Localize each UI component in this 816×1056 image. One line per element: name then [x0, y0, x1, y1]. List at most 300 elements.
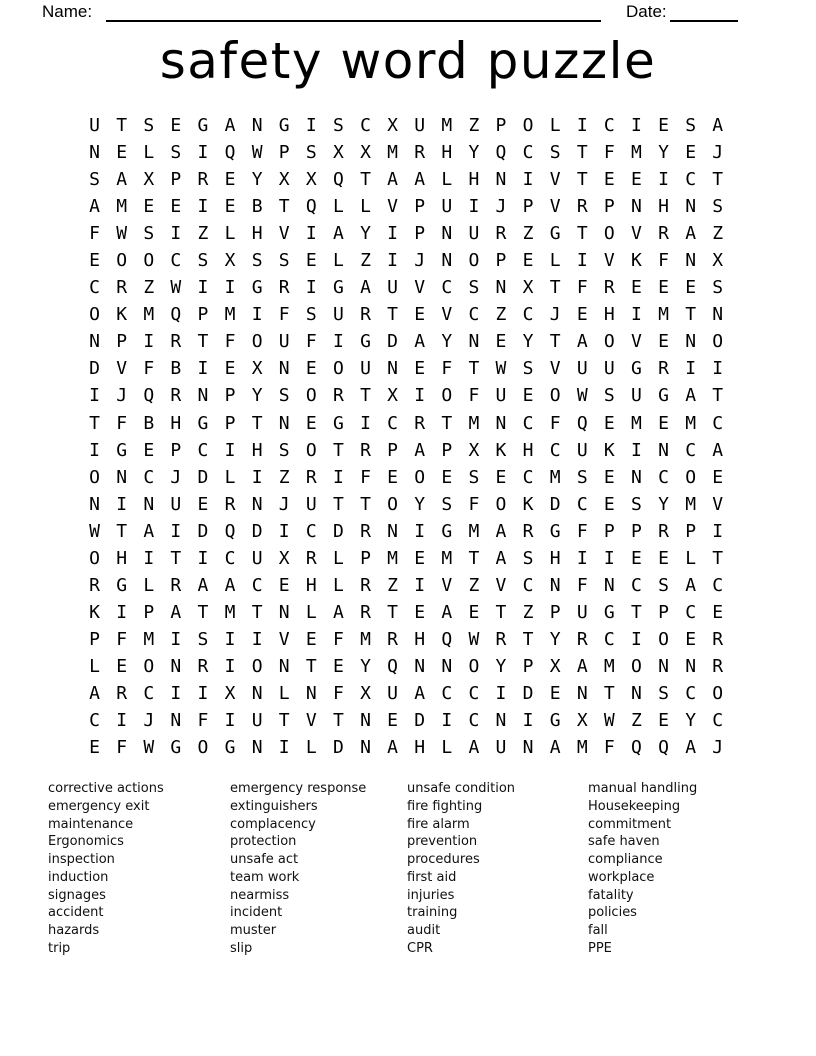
grid-letter: C: [631, 574, 642, 596]
grid-letter: N: [197, 385, 209, 407]
grid-letter: R: [576, 196, 588, 218]
grid-letter: A: [549, 737, 561, 759]
grid-letter: Q: [170, 304, 182, 326]
grid-letter: S: [278, 439, 290, 461]
grid-letter: Y: [360, 655, 371, 677]
grid-letter: I: [197, 142, 209, 164]
grid-letter: C: [522, 466, 534, 488]
word-item: trip: [48, 940, 71, 956]
grid-letter: A: [712, 439, 724, 461]
grid-letter: N: [712, 304, 724, 326]
grid-letter: E: [197, 493, 209, 515]
grid-letter: I: [143, 331, 155, 353]
grid-letter: A: [414, 169, 426, 191]
grid-letter: A: [685, 574, 697, 596]
grid-letter: C: [387, 412, 398, 434]
grid-letter: O: [603, 331, 615, 353]
grid-letter: P: [522, 196, 534, 218]
grid-letter: O: [468, 655, 480, 677]
grid-letter: K: [116, 304, 128, 326]
grid-letter: S: [143, 115, 155, 137]
grid-letter: L: [143, 574, 155, 596]
grid-letter: N: [658, 655, 669, 677]
grid-letter: R: [224, 493, 236, 515]
grid-letter: S: [685, 115, 697, 137]
grid-letter: V: [414, 277, 426, 299]
grid-letter: E: [685, 277, 697, 299]
grid-letter: O: [143, 250, 155, 272]
grid-letter: E: [116, 142, 128, 164]
grid-letter: J: [170, 466, 182, 488]
grid-letter: X: [224, 250, 236, 272]
grid-letter: N: [305, 683, 317, 704]
grid-letter: O: [658, 628, 669, 650]
grid-letter: S: [603, 385, 615, 407]
grid-letter: I: [631, 115, 642, 137]
grid-letter: C: [143, 466, 155, 488]
grid-letter: N: [631, 466, 642, 488]
grid-letter: E: [387, 466, 398, 488]
grid-letter: O: [522, 115, 534, 137]
grid-letter: P: [387, 439, 398, 461]
grid-letter: G: [549, 520, 561, 542]
grid-letter: A: [576, 655, 588, 677]
grid-letter: F: [576, 520, 588, 542]
word-item: compliance: [588, 852, 663, 867]
grid-letter: V: [305, 710, 317, 732]
grid-letter: N: [441, 655, 453, 677]
grid-letter: D: [251, 520, 263, 542]
grid-letter: J: [549, 304, 561, 326]
grid-letter: C: [522, 412, 534, 434]
grid-letter: I: [197, 196, 209, 218]
grid-letter: Y: [468, 142, 480, 164]
grid-letter: O: [712, 331, 724, 353]
grid-letter: X: [305, 169, 317, 191]
grid-letter: T: [468, 358, 480, 380]
grid-letter: T: [332, 493, 344, 515]
word-item: slip: [230, 940, 253, 956]
grid-letter: H: [251, 223, 263, 245]
grid-letter: Y: [251, 385, 263, 407]
grid-letter: X: [278, 547, 290, 569]
grid-letter: T: [170, 547, 182, 569]
grid-letter: S: [522, 547, 534, 569]
grid-letter: Q: [631, 737, 642, 759]
grid-letter: T: [278, 196, 290, 218]
grid-letter: O: [116, 250, 128, 272]
grid-letter: B: [251, 196, 263, 218]
grid-letter: N: [360, 710, 371, 732]
grid-letter: R: [360, 601, 371, 623]
grid-letter: N: [251, 115, 263, 137]
grid-letter: F: [116, 628, 128, 650]
grid-letter: N: [89, 493, 100, 515]
grid-letter: E: [170, 115, 182, 137]
grid-letter: U: [251, 547, 263, 569]
grid-letter: I: [712, 358, 724, 380]
grid-letter: Z: [522, 223, 534, 245]
grid-letter: O: [387, 493, 398, 515]
grid-letter: F: [116, 737, 128, 759]
grid-letter: N: [685, 655, 697, 677]
grid-letter: S: [658, 574, 669, 596]
grid-letter: E: [387, 710, 398, 732]
grid-letter: R: [387, 628, 398, 650]
grid-letter: S: [631, 493, 642, 515]
grid-letter: N: [495, 412, 507, 434]
grid-letter: C: [170, 250, 182, 272]
word-item: accident: [48, 905, 104, 921]
grid-letter: L: [441, 737, 453, 759]
grid-letter: S: [89, 169, 100, 191]
grid-letter: R: [170, 331, 182, 353]
grid-letter: X: [387, 115, 398, 137]
grid-letter: C: [603, 628, 615, 650]
grid-letter: E: [278, 574, 290, 596]
grid-letter: A: [414, 331, 426, 353]
grid-letter: K: [631, 250, 642, 272]
grid-letter: Y: [658, 142, 669, 164]
grid-letter: C: [712, 574, 724, 596]
grid-letter: N: [576, 683, 588, 704]
grid-letter: A: [332, 601, 344, 623]
grid-letter: S: [441, 493, 453, 515]
grid-letter: R: [495, 628, 507, 650]
grid-letter: G: [116, 574, 128, 596]
grid-letter: E: [658, 412, 669, 434]
date-blank-line: [670, 0, 738, 22]
word-item: Housekeeping: [588, 798, 681, 814]
grid-letter: A: [360, 277, 371, 299]
grid-letter: T: [89, 412, 100, 434]
grid-letter: H: [170, 412, 182, 434]
grid-letter: O: [712, 683, 724, 704]
grid-letter: L: [305, 601, 317, 623]
grid-letter: P: [631, 520, 642, 542]
grid-letter: L: [360, 196, 371, 218]
word-item: unsafe condition: [407, 781, 516, 796]
grid-letter: I: [305, 277, 317, 299]
grid-letter: A: [116, 169, 128, 191]
grid-letter: M: [143, 628, 155, 650]
grid-letter: R: [658, 223, 669, 245]
grid-letter: C: [685, 169, 697, 191]
grid-letter: G: [251, 277, 263, 299]
grid-letter: Z: [387, 574, 398, 596]
word-item: nearmiss: [230, 887, 290, 903]
grid-letter: X: [576, 710, 588, 732]
grid-letter: E: [685, 628, 697, 650]
grid-letter: F: [197, 710, 209, 732]
grid-letter: X: [332, 142, 344, 164]
grid-letter: M: [576, 737, 588, 759]
grid-letter: O: [495, 493, 507, 515]
grid-letter: J: [278, 493, 290, 515]
grid-letter: P: [414, 223, 426, 245]
grid-letter: X: [278, 169, 290, 191]
grid-letter: R: [116, 683, 128, 704]
grid-letter: T: [116, 520, 128, 542]
grid-letter: S: [712, 196, 724, 218]
grid-letter: V: [549, 169, 561, 191]
grid-letter: N: [631, 683, 642, 704]
grid-letter: U: [387, 277, 398, 299]
grid-letter: I: [197, 358, 209, 380]
grid-letter: B: [143, 412, 155, 434]
grid-letter: I: [224, 655, 236, 677]
grid-letter: I: [143, 547, 155, 569]
grid-letter: T: [360, 493, 371, 515]
grid-letter: J: [495, 196, 507, 218]
grid-letter: T: [549, 331, 561, 353]
grid-letter: U: [603, 358, 615, 380]
grid-letter: I: [414, 574, 426, 596]
grid-letter: I: [170, 628, 182, 650]
grid-letter: I: [251, 466, 263, 488]
grid-letter: V: [495, 574, 507, 596]
grid-letter: N: [387, 358, 398, 380]
grid-letter: A: [685, 223, 697, 245]
grid-letter: C: [89, 710, 100, 732]
grid-letter: Z: [631, 710, 642, 732]
word-item: commitment: [588, 816, 672, 832]
grid-letter: H: [549, 547, 561, 569]
grid-letter: E: [712, 601, 724, 623]
grid-letter: T: [495, 601, 507, 623]
grid-letter: F: [143, 358, 155, 380]
grid-letter: O: [143, 655, 155, 677]
grid-letter: W: [170, 277, 182, 299]
grid-letter: H: [305, 574, 317, 596]
grid-letter: T: [631, 601, 642, 623]
grid-letter: S: [143, 223, 155, 245]
grid-letter: N: [495, 710, 507, 732]
grid-letter: I: [278, 520, 290, 542]
grid-letter: S: [522, 358, 534, 380]
grid-letter: A: [89, 683, 100, 704]
grid-letter: D: [197, 520, 209, 542]
grid-letter: F: [224, 331, 236, 353]
grid-letter: C: [685, 439, 697, 461]
grid-letter: Q: [387, 655, 398, 677]
grid-letter: V: [603, 250, 615, 272]
word-item: fatality: [588, 887, 634, 903]
word-item: fire alarm: [407, 816, 470, 832]
grid-letter: U: [414, 115, 426, 137]
grid-letter: P: [603, 196, 615, 218]
word-item: training: [407, 905, 458, 921]
grid-letter: U: [495, 385, 507, 407]
grid-letter: R: [305, 466, 317, 488]
grid-letter: N: [116, 466, 128, 488]
grid-letter: I: [603, 547, 615, 569]
grid-letter: T: [685, 304, 697, 326]
grid-letter: A: [387, 169, 398, 191]
grid-letter: Q: [658, 737, 669, 759]
date-label: Date:: [626, 2, 667, 21]
grid-letter: E: [414, 358, 426, 380]
grid-letter: D: [197, 466, 209, 488]
grid-letter: P: [495, 115, 507, 137]
grid-letter: Z: [360, 250, 371, 272]
grid-letter: H: [251, 439, 263, 461]
grid-letter: U: [468, 223, 480, 245]
grid-letter: R: [658, 358, 669, 380]
grid-letter: U: [576, 601, 588, 623]
grid-letter: V: [549, 358, 561, 380]
grid-letter: G: [116, 439, 128, 461]
grid-letter: Z: [495, 304, 507, 326]
grid-letter: R: [197, 655, 209, 677]
grid-letter: N: [278, 358, 290, 380]
grid-letter: H: [414, 628, 426, 650]
grid-letter: X: [224, 683, 236, 704]
word-item: safe haven: [588, 834, 660, 850]
grid-letter: V: [116, 358, 128, 380]
grid-letter: T: [712, 169, 724, 191]
grid-letter: X: [712, 250, 724, 272]
grid-letter: D: [549, 493, 561, 515]
grid-letter: E: [143, 196, 155, 218]
grid-letter: G: [603, 601, 615, 623]
grid-letter: O: [631, 655, 642, 677]
grid-letter: C: [197, 439, 209, 461]
grid-letter: H: [468, 169, 480, 191]
grid-letter: C: [522, 304, 534, 326]
grid-letter: M: [387, 547, 398, 569]
grid-letter: I: [631, 439, 642, 461]
grid-letter: M: [685, 493, 697, 515]
grid-letter: V: [387, 196, 398, 218]
grid-letter: P: [224, 385, 236, 407]
word-item: maintenance: [48, 816, 134, 832]
grid-letter: N: [387, 520, 398, 542]
grid-letter: R: [170, 574, 182, 596]
grid-letter: Y: [360, 223, 371, 245]
word-item: PPE: [588, 940, 612, 956]
grid-letter: F: [468, 385, 480, 407]
grid-letter: E: [116, 655, 128, 677]
grid-letter: Q: [224, 142, 236, 164]
grid-letter: P: [685, 520, 697, 542]
grid-letter: W: [603, 710, 615, 732]
grid-letter: T: [360, 169, 371, 191]
grid-letter: V: [549, 196, 561, 218]
grid-letter: N: [685, 331, 697, 353]
grid-letter: A: [495, 547, 507, 569]
grid-letter: R: [360, 304, 371, 326]
grid-letter: C: [468, 710, 480, 732]
grid-letter: N: [685, 250, 697, 272]
word-item: hazards: [48, 923, 100, 938]
grid-letter: E: [468, 601, 480, 623]
grid-letter: G: [360, 331, 371, 353]
grid-letter: L: [305, 737, 317, 759]
grid-letter: U: [495, 737, 507, 759]
grid-letter: L: [549, 115, 561, 137]
word-item: signages: [48, 887, 106, 903]
grid-letter: S: [305, 142, 317, 164]
grid-letter: Y: [441, 331, 453, 353]
grid-letter: C: [468, 683, 480, 704]
grid-letter: I: [495, 683, 507, 704]
grid-letter: P: [522, 655, 534, 677]
grid-letter: G: [441, 520, 453, 542]
grid-letter: E: [549, 683, 561, 704]
grid-letter: V: [441, 574, 453, 596]
grid-letter: T: [603, 683, 615, 704]
grid-letter: T: [197, 601, 209, 623]
grid-letter: P: [278, 142, 290, 164]
word-item: extinguishers: [230, 798, 318, 814]
grid-letter: A: [224, 115, 236, 137]
grid-letter: I: [441, 710, 453, 732]
grid-letter: U: [332, 304, 344, 326]
grid-letter: V: [278, 628, 290, 650]
grid-letter: N: [522, 737, 534, 759]
grid-letter: M: [631, 142, 642, 164]
grid-letter: C: [143, 683, 155, 704]
grid-letter: L: [332, 250, 344, 272]
grid-letter: E: [414, 601, 426, 623]
grid-letter: A: [468, 737, 480, 759]
grid-letter: H: [414, 737, 426, 759]
grid-letter: I: [170, 520, 182, 542]
grid-letter: A: [685, 737, 697, 759]
grid-letter: I: [89, 385, 100, 407]
grid-letter: O: [441, 385, 453, 407]
grid-letter: F: [549, 412, 561, 434]
grid-letter: S: [170, 142, 182, 164]
grid-letter: E: [305, 628, 317, 650]
grid-letter: L: [89, 655, 100, 677]
grid-letter: N: [278, 655, 290, 677]
grid-letter: E: [224, 196, 236, 218]
grid-letter: I: [468, 196, 480, 218]
word-item: injuries: [407, 887, 455, 903]
grid-letter: T: [116, 115, 128, 137]
grid-letter: X: [251, 358, 263, 380]
grid-letter: T: [387, 601, 398, 623]
grid-letter: E: [603, 412, 615, 434]
grid-letter: S: [251, 250, 263, 272]
grid-letter: F: [658, 250, 669, 272]
grid-letter: P: [603, 520, 615, 542]
grid-letter: E: [414, 304, 426, 326]
grid-letter: T: [712, 385, 724, 407]
grid-letter: R: [712, 628, 724, 650]
grid-letter: E: [305, 358, 317, 380]
grid-letter: M: [143, 304, 155, 326]
grid-letter: I: [305, 115, 317, 137]
word-item: inspection: [48, 852, 115, 867]
word-item: audit: [407, 923, 441, 938]
grid-letter: N: [251, 737, 263, 759]
grid-letter: O: [305, 385, 317, 407]
grid-letter: N: [603, 574, 615, 596]
grid-letter: T: [549, 277, 561, 299]
grid-letter: I: [685, 358, 697, 380]
grid-letter: D: [522, 683, 534, 704]
grid-letter: N: [658, 439, 669, 461]
grid-letter: I: [89, 439, 100, 461]
grid-letter: I: [387, 250, 398, 272]
grid-letter: Y: [251, 169, 263, 191]
grid-letter: T: [360, 385, 371, 407]
grid-letter: S: [468, 277, 480, 299]
grid-letter: P: [197, 304, 209, 326]
